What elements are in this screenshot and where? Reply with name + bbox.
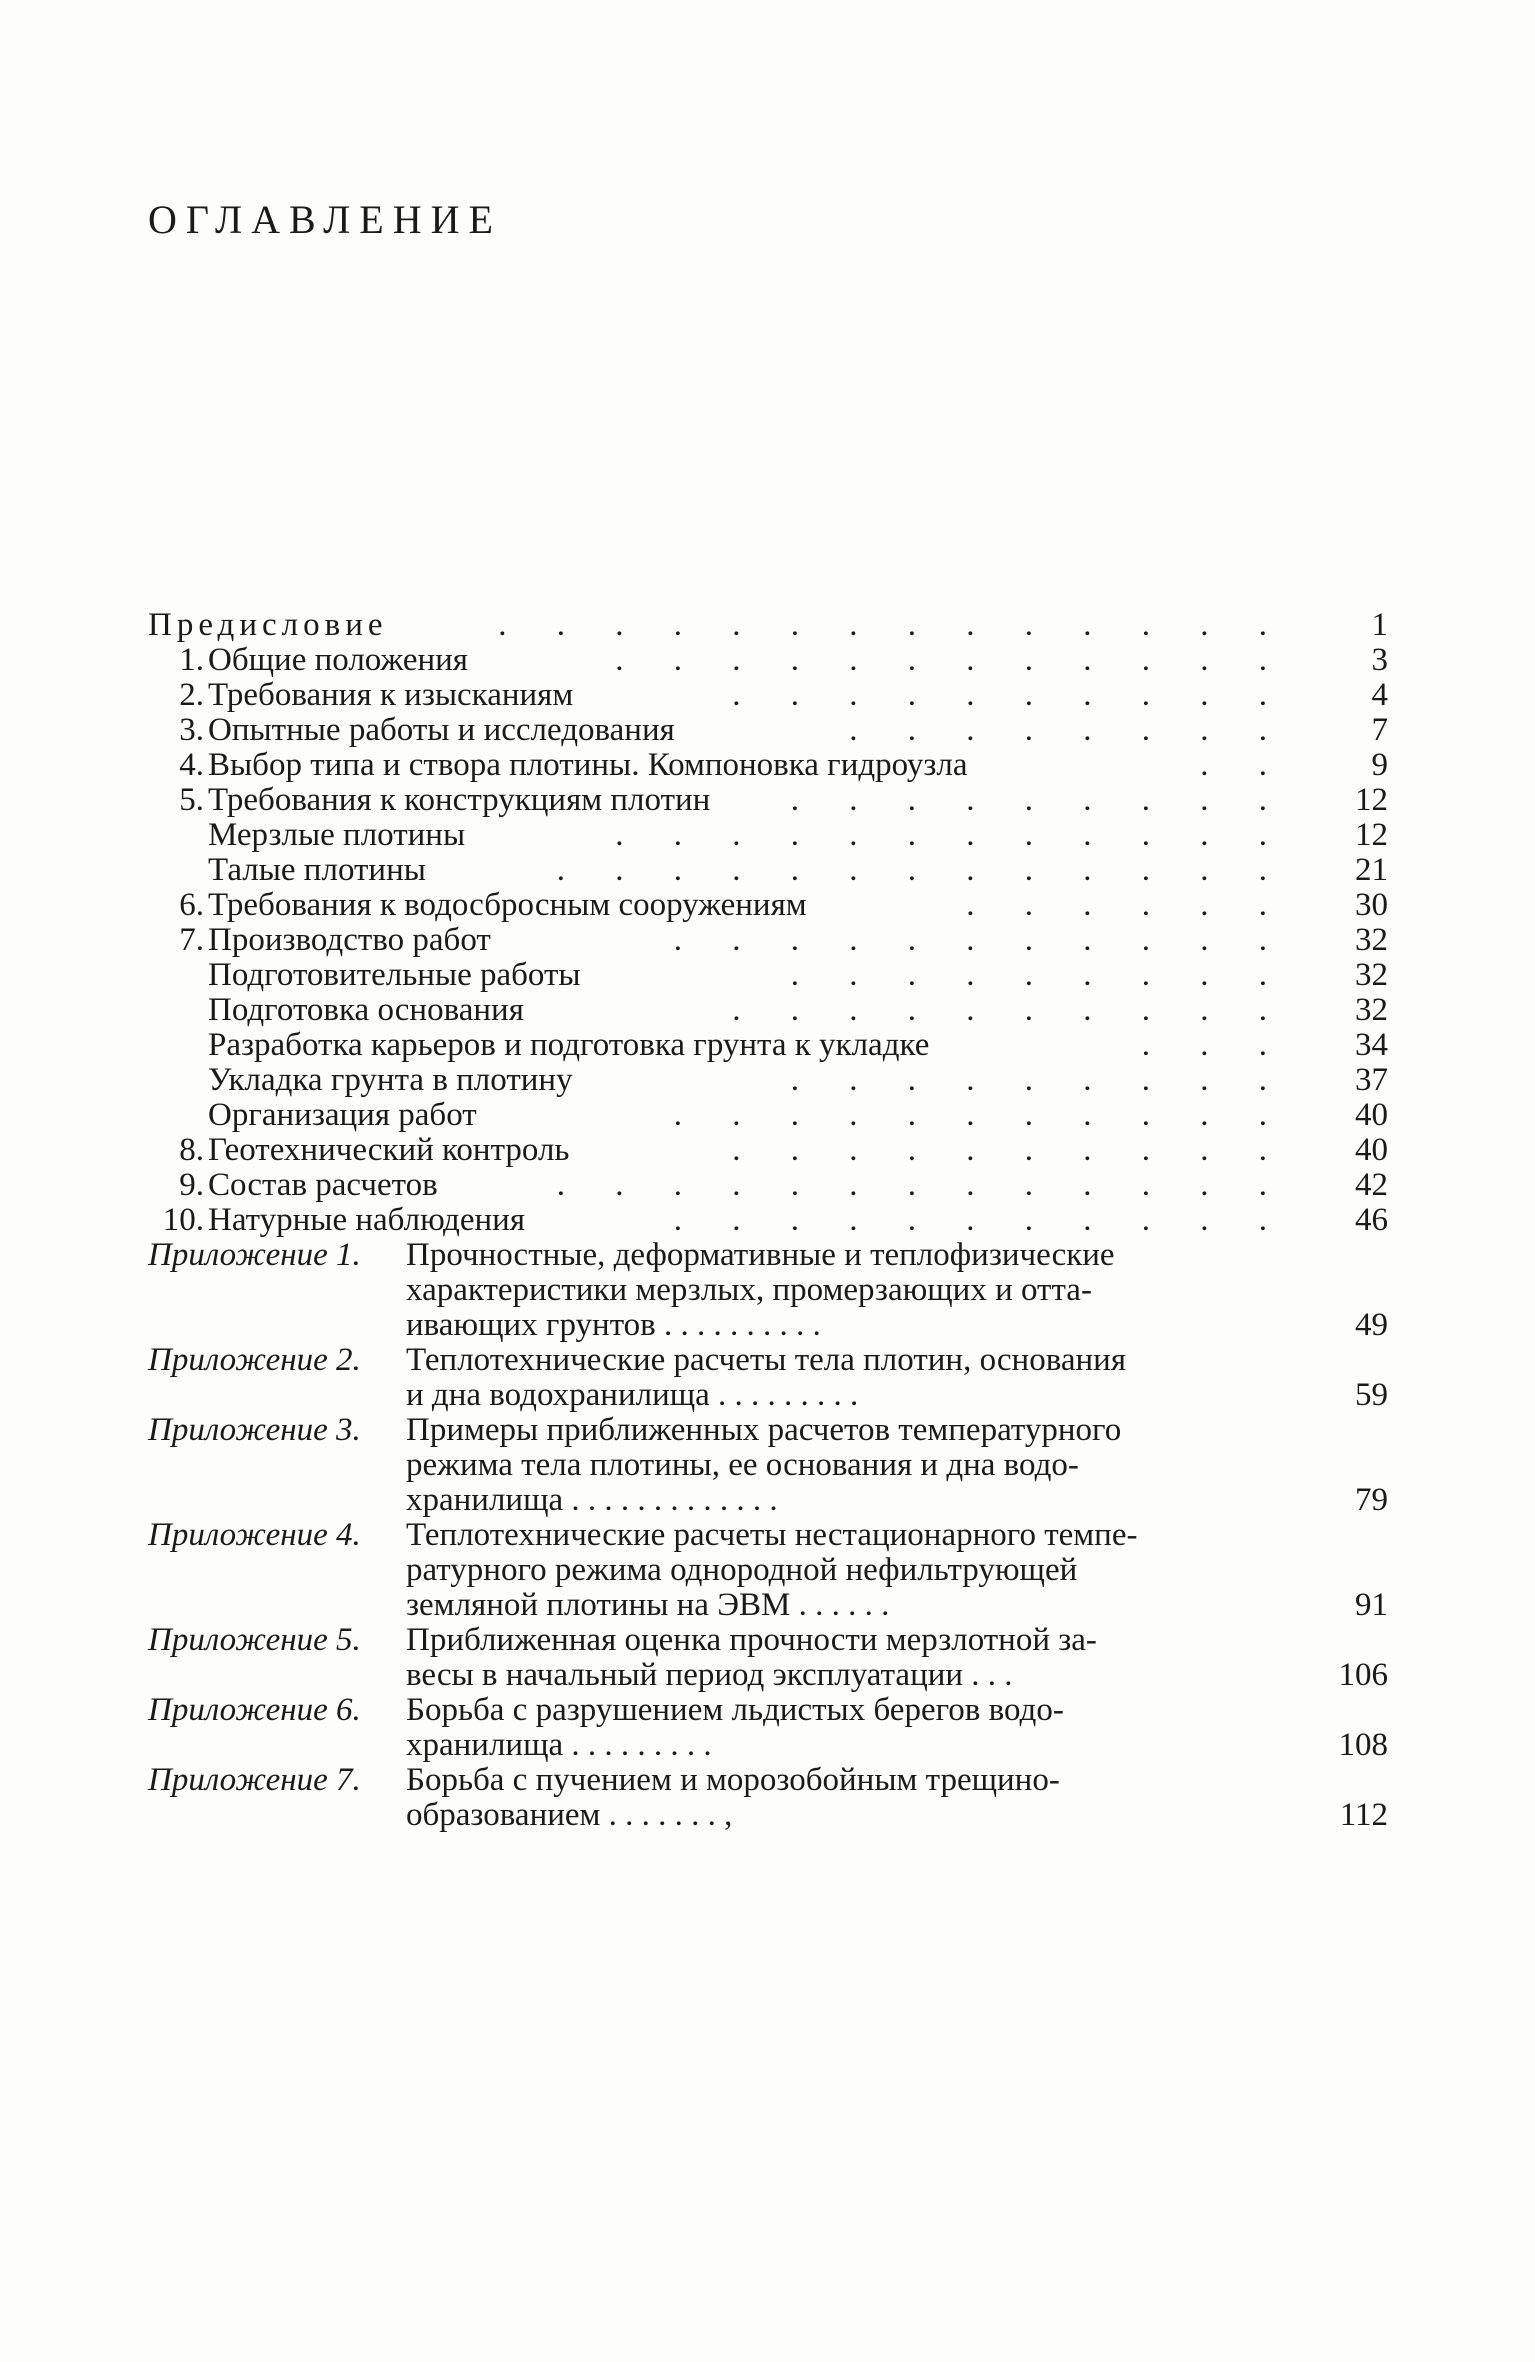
appendix-title-line: хранилища . . . . . . . . . . . . . bbox=[406, 1482, 778, 1518]
appendix-title bbox=[406, 1623, 1288, 1693]
entry-page-number: 32 bbox=[1355, 922, 1388, 958]
appendix-label: Приложение 4. bbox=[148, 1517, 361, 1553]
appendix-title bbox=[406, 1413, 1288, 1518]
entry-number: 9. bbox=[179, 1167, 204, 1203]
entry-page-number: 40 bbox=[1355, 1132, 1388, 1168]
entry-page-number: 37 bbox=[1355, 1062, 1388, 1098]
entry-title: Опытные работы и исследования bbox=[208, 712, 675, 748]
appendix-label: Приложение 1. bbox=[148, 1237, 361, 1273]
leader-dots: . . . . . . . . . bbox=[790, 957, 1288, 993]
entry-number: 10. bbox=[162, 1202, 204, 1238]
leader-dots: . . . . . . . . . bbox=[790, 1062, 1288, 1098]
entry-title: Общие положения bbox=[208, 642, 468, 678]
entry-page-number: 30 bbox=[1355, 887, 1388, 923]
appendix-title-line: весы в начальный период эксплуатации . . . bbox=[406, 1657, 1013, 1693]
appendix-page-number: 59 bbox=[1355, 1377, 1388, 1413]
entry-title: Выбор типа и створа плотины. Компоновка гидроузла bbox=[208, 747, 968, 783]
appendix-title-line: и дна водохранилища . . . . . . . . . bbox=[406, 1377, 859, 1413]
appendix-entry bbox=[148, 1343, 1388, 1413]
appendix-entry bbox=[148, 1623, 1388, 1693]
entry-title: Предисловие bbox=[148, 607, 388, 643]
toc-entry bbox=[148, 818, 1388, 853]
entry-title: Геотехнический контроль bbox=[208, 1132, 570, 1168]
appendix-title bbox=[406, 1518, 1288, 1623]
entry-number: 5. bbox=[179, 782, 204, 818]
leader-dots: . . . . . . . . . . . bbox=[673, 1202, 1288, 1238]
entry-page-number: 32 bbox=[1355, 957, 1388, 993]
appendix-title-line: Борьба с разрушением льдистых берегов водо- bbox=[406, 1692, 1064, 1728]
toc-entry bbox=[148, 643, 1388, 678]
entry-title: Натурные наблюдения bbox=[208, 1202, 525, 1238]
toc-entry bbox=[148, 958, 1388, 993]
leader-dots: . . bbox=[1200, 747, 1288, 783]
entry-title: Требования к изысканиям bbox=[208, 677, 574, 713]
appendix-title-line: режима тела плотины, ее основания и дна водо- bbox=[406, 1447, 1079, 1483]
entry-title: Талые плотины bbox=[208, 852, 426, 888]
appendix-title-line: Теплотехнические расчеты тела плотин, основания bbox=[406, 1342, 1127, 1378]
entry-title: Организация работ bbox=[208, 1097, 477, 1133]
entry-page-number: 4 bbox=[1371, 677, 1388, 713]
leader-dots: . . . . . . . . . . . . . bbox=[556, 1167, 1288, 1203]
toc-entry bbox=[148, 888, 1388, 923]
appendix-title-line: ратурного режима однородной нефильтрующей bbox=[406, 1552, 1078, 1588]
appendix-title-line: земляной плотины на ЭВМ . . . . . . bbox=[406, 1587, 890, 1623]
appendix-label: Приложение 6. bbox=[148, 1692, 361, 1728]
leader-dots: . . . . . . . . . . . bbox=[673, 922, 1288, 958]
entry-title: Подготовка основания bbox=[208, 992, 524, 1028]
entry-title: Укладка грунта в плотину bbox=[208, 1062, 573, 1098]
appendix-entry bbox=[148, 1518, 1388, 1623]
entry-page-number: 9 bbox=[1371, 747, 1388, 783]
toc-entry bbox=[148, 993, 1388, 1028]
appendix-page-number: 106 bbox=[1338, 1657, 1388, 1693]
entry-title: Состав расчетов bbox=[208, 1167, 438, 1203]
entry-page-number: 1 bbox=[1371, 607, 1388, 643]
toc-entry bbox=[148, 1063, 1388, 1098]
toc-appendices bbox=[148, 1238, 1388, 1833]
entry-number: 7. bbox=[179, 922, 204, 958]
appendix-title bbox=[406, 1693, 1288, 1763]
toc-entry bbox=[148, 1098, 1388, 1133]
appendix-title-line: образованием . . . . . . . , bbox=[406, 1797, 733, 1833]
leader-dots: . . . . . . . . . . . bbox=[673, 1097, 1288, 1133]
entry-number: 3. bbox=[179, 712, 204, 748]
page-title: ОГЛАВЛЕНИЕ bbox=[148, 197, 502, 242]
toc-entry bbox=[148, 923, 1388, 958]
entry-page-number: 21 bbox=[1355, 852, 1388, 888]
entry-number: 8. bbox=[179, 1132, 204, 1168]
appendix-title-line: характеристики мерзлых, промерзающих и отта- bbox=[406, 1272, 1092, 1308]
leader-dots: . . . bbox=[1141, 1027, 1288, 1063]
leader-dots: . . . . . . . . bbox=[849, 712, 1288, 748]
appendix-label: Приложение 7. bbox=[148, 1762, 361, 1798]
appendix-page-number: 108 bbox=[1338, 1727, 1388, 1763]
appendix-title-line: Примеры приближенных расчетов температурного bbox=[406, 1412, 1122, 1448]
entry-page-number: 12 bbox=[1355, 817, 1388, 853]
entry-number: 6. bbox=[179, 887, 204, 923]
leader-dots: . . . . . . . . . . . . . . bbox=[498, 607, 1288, 643]
entry-page-number: 42 bbox=[1355, 1167, 1388, 1203]
toc-entry bbox=[148, 748, 1388, 783]
toc-entry bbox=[148, 1168, 1388, 1203]
appendix-entry bbox=[148, 1238, 1388, 1343]
toc-entry bbox=[148, 678, 1388, 713]
appendix-title-line: Прочностные, деформативные и теплофизические bbox=[406, 1237, 1115, 1273]
leader-dots: . . . . . . . . . . bbox=[732, 992, 1288, 1028]
appendix-label: Приложение 5. bbox=[148, 1622, 361, 1658]
leader-dots: . . . . . . . . . . bbox=[732, 677, 1288, 713]
entry-page-number: 7 bbox=[1371, 712, 1388, 748]
toc-entry bbox=[148, 608, 1388, 643]
appendix-page-number: 49 bbox=[1355, 1307, 1388, 1343]
appendix-page-number: 91 bbox=[1355, 1587, 1388, 1623]
appendix-label: Приложение 2. bbox=[148, 1342, 361, 1378]
toc-entry bbox=[148, 783, 1388, 818]
entry-page-number: 12 bbox=[1355, 782, 1388, 818]
appendix-title bbox=[406, 1763, 1288, 1833]
entry-title: Требования к конструкциям плотин bbox=[208, 782, 711, 818]
entry-page-number: 40 bbox=[1355, 1097, 1388, 1133]
entry-page-number: 46 bbox=[1355, 1202, 1388, 1238]
toc-entry bbox=[148, 1028, 1388, 1063]
table-of-contents bbox=[148, 608, 1388, 1833]
appendix-title-line: хранилища . . . . . . . . . bbox=[406, 1727, 712, 1763]
appendix-title-line: Борьба с пучением и морозобойным трещино- bbox=[406, 1762, 1060, 1798]
appendix-entry bbox=[148, 1693, 1388, 1763]
appendix-page-number: 112 bbox=[1339, 1797, 1388, 1833]
appendix-title bbox=[406, 1343, 1288, 1413]
entry-number: 2. bbox=[179, 677, 204, 713]
entry-page-number: 32 bbox=[1355, 992, 1388, 1028]
entry-title: Разработка карьеров и подготовка грунта к укладке bbox=[208, 1027, 930, 1063]
appendix-title bbox=[406, 1238, 1288, 1343]
appendix-title-line: Приближенная оценка прочности мерзлотной за- bbox=[406, 1622, 1097, 1658]
leader-dots: . . . . . . . . . . bbox=[732, 1132, 1288, 1168]
entry-title: Подготовительные работы bbox=[208, 957, 581, 993]
entry-title: Мерзлые плотины bbox=[208, 817, 466, 853]
leader-dots: . . . . . . . . . bbox=[790, 782, 1288, 818]
appendix-label: Приложение 3. bbox=[148, 1412, 361, 1448]
appendix-entry bbox=[148, 1413, 1388, 1518]
toc-entry bbox=[148, 713, 1388, 748]
entry-page-number: 3 bbox=[1371, 642, 1388, 678]
leader-dots: . . . . . . bbox=[966, 887, 1288, 923]
toc-entry bbox=[148, 1203, 1388, 1238]
entry-title: Производство работ bbox=[208, 922, 491, 958]
appendix-title-line: ивающих грунтов . . . . . . . . . . bbox=[406, 1307, 821, 1343]
appendix-entry bbox=[148, 1763, 1388, 1833]
toc-entries bbox=[148, 608, 1388, 1238]
leader-dots: . . . . . . . . . . . . bbox=[615, 642, 1288, 678]
entry-page-number: 34 bbox=[1355, 1027, 1388, 1063]
leader-dots: . . . . . . . . . . . . . bbox=[556, 852, 1288, 888]
entry-number: 1. bbox=[179, 642, 204, 678]
appendix-page-number: 79 bbox=[1355, 1482, 1388, 1518]
toc-entry bbox=[148, 853, 1388, 888]
appendix-title-line: Теплотехнические расчеты нестационарного темпе- bbox=[406, 1517, 1138, 1553]
entry-number: 4. bbox=[179, 747, 204, 783]
leader-dots: . . . . . . . . . . . . bbox=[615, 817, 1288, 853]
entry-title: Требования к водосбросным сооружениям bbox=[208, 887, 807, 923]
toc-entry bbox=[148, 1133, 1388, 1168]
